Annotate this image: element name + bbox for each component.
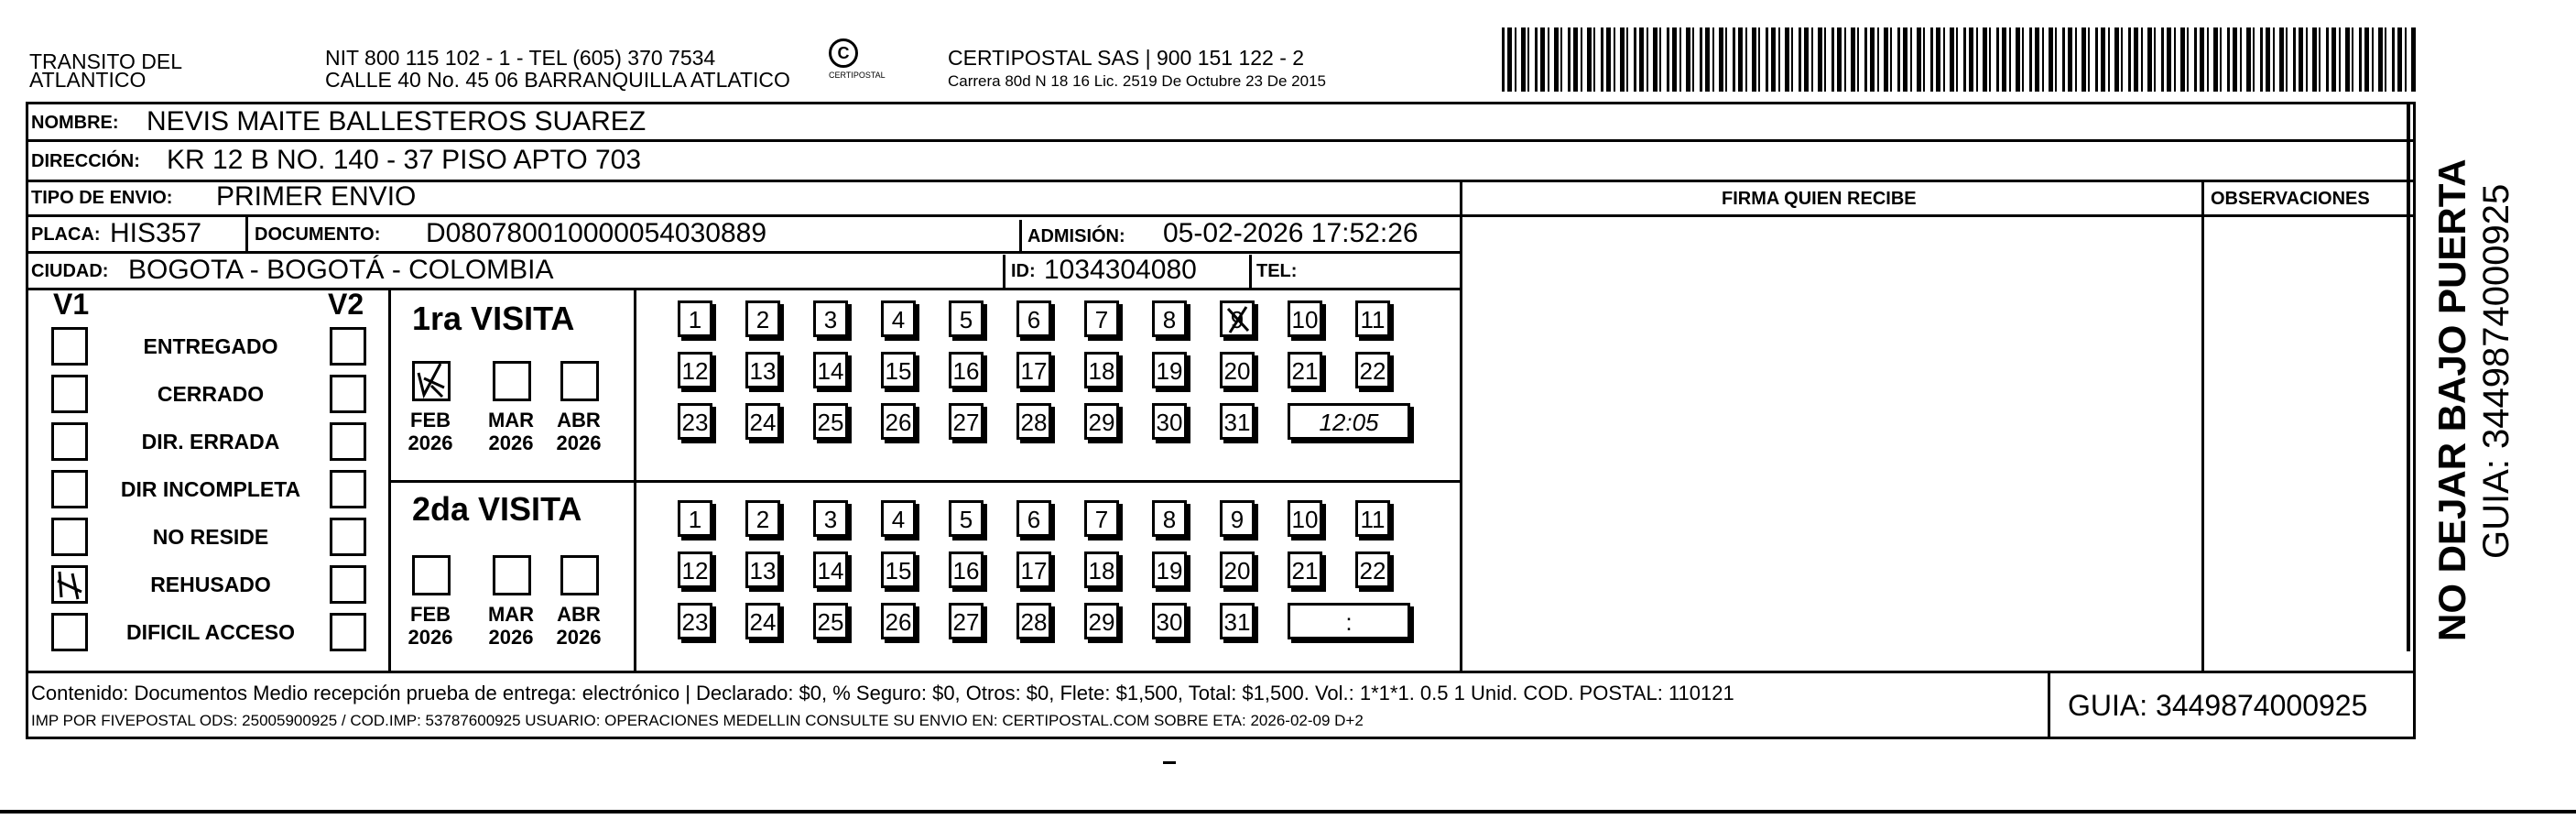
side-warning: NO DEJAR BAJO PUERTA [2430,158,2473,641]
day-box[interactable]: 8 [1152,300,1187,337]
placa-label: PLACA: [31,224,101,245]
month-label [484,409,538,455]
time-box[interactable]: 12:05 [1288,403,1410,440]
day-box[interactable]: 23 [678,403,712,440]
month-label [551,603,606,650]
status-v1-checkbox[interactable] [51,375,88,413]
ciudad-value: BOGOTA - BOGOTÁ - COLOMBIA [128,255,554,285]
day-box[interactable]: 14 [813,551,848,588]
month-year: 2026 [488,431,534,455]
admision-label: ADMISIÓN: [1027,226,1125,246]
form-right-edge [2407,102,2410,651]
day-box[interactable]: 5 [949,300,984,337]
status-v1-checkbox[interactable] [51,422,88,461]
status-v2-checkbox[interactable] [330,565,366,604]
status-v1-checkbox[interactable] [51,327,88,366]
placa-value: HIS357 [110,218,202,248]
month-checkbox-abr[interactable] [560,555,599,595]
direccion-value: KR 12 B NO. 140 - 37 PISO APTO 703 [167,145,642,175]
status-v2-checkbox[interactable] [330,375,366,413]
month-year: 2026 [408,431,453,455]
month-year: 2026 [556,431,602,455]
row-line [26,251,1460,254]
day-box[interactable]: 22 [1355,352,1390,388]
certipostal-logo-icon: C [829,38,858,68]
day-box[interactable]: 7 [1084,300,1119,337]
day-box[interactable]: 31 [1220,603,1255,639]
address: CALLE 40 No. 45 06 BARRANQUILLA ATLATICO [325,68,790,92]
day-box[interactable]: 29 [1084,603,1119,639]
month-name: ABR [557,603,601,626]
day-box[interactable]: 28 [1016,403,1051,440]
day-box[interactable]: 13 [745,551,780,588]
cut-line [0,810,2576,814]
day-box[interactable]: 10 [1288,500,1322,537]
cell-divider [245,214,248,251]
day-box[interactable]: 4 [881,500,916,537]
status-option-label: DIR. ERRADA [141,430,280,453]
day-box[interactable]: 11 [1355,500,1390,537]
status-option-label: ENTREGADO [143,334,278,358]
status-option-label: REHUSADO [150,573,271,596]
barcode [1502,27,2418,92]
day-box[interactable]: 14 [813,352,848,388]
nombre-value: NEVIS MAITE BALLESTEROS SUAREZ [147,106,647,136]
day-box[interactable]: 11 [1355,300,1390,337]
month-name: MAR [487,603,535,626]
logo-text: CERTIPOSTAL [829,71,886,80]
day-box[interactable]: 24 [745,603,780,639]
day-box[interactable]: 16 [949,551,984,588]
time-box[interactable]: : [1288,603,1410,639]
day-box[interactable]: 24 [745,403,780,440]
firma-header: FIRMA QUIEN RECIBE [1722,189,1917,209]
day-box[interactable]: 1 [678,500,712,537]
direccion-label: DIRECCIÓN: [31,151,140,171]
day-box[interactable]: 25 [813,603,848,639]
observaciones-header: OBSERVACIONES [2211,189,2370,209]
first-visit-title: 1ra VISITA [412,300,575,337]
status-v2-checkbox[interactable] [330,613,366,651]
day-box[interactable]: 30 [1152,603,1187,639]
status-v2-checkbox[interactable] [330,518,366,556]
dash-mark [1163,761,1176,764]
day-box[interactable]: 4 [881,300,916,337]
month-label [551,409,606,455]
footer-guia: GUIA: 3449874000925 [2068,689,2368,722]
v2-label: V2 [328,288,364,321]
day-box[interactable]: 1 [678,300,712,337]
nit: NIT 800 115 102 - 1 - TEL (605) 370 7534 [325,46,716,70]
id-value: 1034304080 [1044,255,1197,285]
month-name: FEB [410,603,451,626]
day-box[interactable]: 12 [678,551,712,588]
day-box[interactable]: 13 [745,352,780,388]
day-box[interactable]: 22 [1355,551,1390,588]
status-option-label: DIR INCOMPLETA [120,477,301,501]
status-v2-checkbox[interactable] [330,422,366,461]
day-box[interactable]: 3 [813,500,848,537]
month-name: ABR [557,409,601,431]
day-box[interactable]: 15 [881,551,916,588]
day-box[interactable]: 16 [949,352,984,388]
tipo-label: TIPO DE ENVIO: [31,188,173,208]
documento-value: D080780010000054030889 [426,218,767,248]
status-v1-checkbox[interactable] [51,518,88,556]
day-box[interactable]: 20 [1220,352,1255,388]
status-v1-checkbox[interactable] [51,565,88,604]
month-name: FEB [410,409,451,431]
month-label [403,409,458,455]
day-box[interactable]: 18 [1084,352,1119,388]
day-box[interactable]: 9 [1220,500,1255,537]
ciudad-label: CIUDAD: [31,261,109,281]
license: Carrera 80d N 18 16 Lic. 2519 De Octubre 23 De 2015 [948,72,1326,90]
day-box[interactable]: 12 [678,352,712,388]
day-box[interactable]: 27 [949,403,984,440]
month-divider [634,288,636,671]
row-line [26,671,2416,673]
issuer-line2: ATLANTICO [29,68,147,92]
carrier: CERTIPOSTAL SAS | 900 151 122 - 2 [948,46,1305,70]
day-box[interactable]: 26 [881,403,916,440]
status-option-label: NO RESIDE [152,525,269,549]
day-box[interactable]: 20 [1220,551,1255,588]
day-box[interactable]: 21 [1288,551,1322,588]
day-box[interactable]: 28 [1016,603,1051,639]
status-v2-checkbox[interactable] [330,470,366,508]
row-line [26,214,2416,217]
month-year: 2026 [488,626,534,650]
contenido-text: Contenido: Documentos Medio recepción prueba de entrega: electrónico | Declarado: $0, % Seguro: $0, Otros: $0, Flete: $1,500, Total: $1,500. Vol.: 1*1*1. 0.5 1 Unid. COD. POSTAL: 110121 [31,682,1734,704]
side-guia: GUIA: 3449874000925 [2476,183,2516,559]
day-box[interactable]: 27 [949,603,984,639]
day-box[interactable]: 19 [1152,551,1187,588]
admision-value: 05-02-2026 17:52:26 [1163,218,1418,248]
nombre-label: NOMBRE: [31,113,119,133]
footer-divider [2048,671,2050,739]
v1-label: V1 [53,288,90,321]
day-box[interactable]: 7 [1084,500,1119,537]
day-box[interactable]: 26 [881,603,916,639]
month-checkbox-mar[interactable] [493,361,531,401]
month-label [484,603,538,650]
day-box[interactable]: 23 [678,603,712,639]
day-box[interactable]: 21 [1288,352,1322,388]
day-box[interactable]: 9 [1220,300,1255,337]
cell-divider [1003,255,1005,288]
day-box[interactable]: 31 [1220,403,1255,440]
day-box[interactable]: 8 [1152,500,1187,537]
status-v2-checkbox[interactable] [330,327,366,366]
day-box[interactable]: 18 [1084,551,1119,588]
day-box[interactable]: 10 [1288,300,1322,337]
day-box[interactable]: 17 [1016,551,1051,588]
second-visit-title: 2da VISITA [412,490,582,528]
status-divider [388,288,391,671]
day-box[interactable]: 19 [1152,352,1187,388]
day-box[interactable]: 6 [1016,300,1051,337]
cell-divider [1249,255,1252,288]
day-box[interactable]: 6 [1016,500,1051,537]
documento-label: DOCUMENTO: [255,224,381,245]
status-v1-checkbox[interactable] [51,613,88,651]
tel-label: TEL: [1256,261,1298,281]
day-box[interactable]: 5 [949,500,984,537]
row-line [26,288,1460,290]
month-checkbox-feb[interactable] [412,555,451,595]
day-box[interactable]: 29 [1084,403,1119,440]
month-name: MAR [487,409,535,431]
day-box[interactable]: 25 [813,403,848,440]
month-checkbox-mar[interactable] [493,555,531,595]
firma-divider [1460,180,1462,671]
day-box[interactable]: 2 [745,300,780,337]
status-option-label: DIFICIL ACCESO [125,620,295,644]
tipo-value: PRIMER ENVIO [216,181,417,212]
day-box[interactable]: 15 [881,352,916,388]
day-box[interactable]: 30 [1152,403,1187,440]
cell-divider [1019,220,1022,251]
day-box[interactable]: 17 [1016,352,1051,388]
issuer-line1: TRANSITO DEL [29,49,182,73]
day-mark-icon [1223,303,1254,344]
obs-divider [2201,180,2204,671]
id-label: ID: [1011,261,1036,281]
status-option-label: CERRADO [157,382,265,406]
day-box[interactable]: 3 [813,300,848,337]
month-label [403,603,458,650]
month-checkbox-abr[interactable] [560,361,599,401]
status-v1-checkbox[interactable] [51,470,88,508]
month-year: 2026 [556,626,602,650]
day-box[interactable]: 2 [745,500,780,537]
visit-divider [388,480,1460,483]
month-checkbox-feb[interactable] [412,361,451,401]
imp-text: IMP POR FIVEPOSTAL ODS: 25005900925 / COD.IMP: 53787600925 USUARIO: OPERACIONES MEDELLIN CONSULTE SU ENVIO EN: CERTIPOSTAL.COM SOBRE ETA: 2026-02-09 D+2 [31,712,1364,729]
month-year: 2026 [408,626,453,650]
row-line [26,139,2416,142]
